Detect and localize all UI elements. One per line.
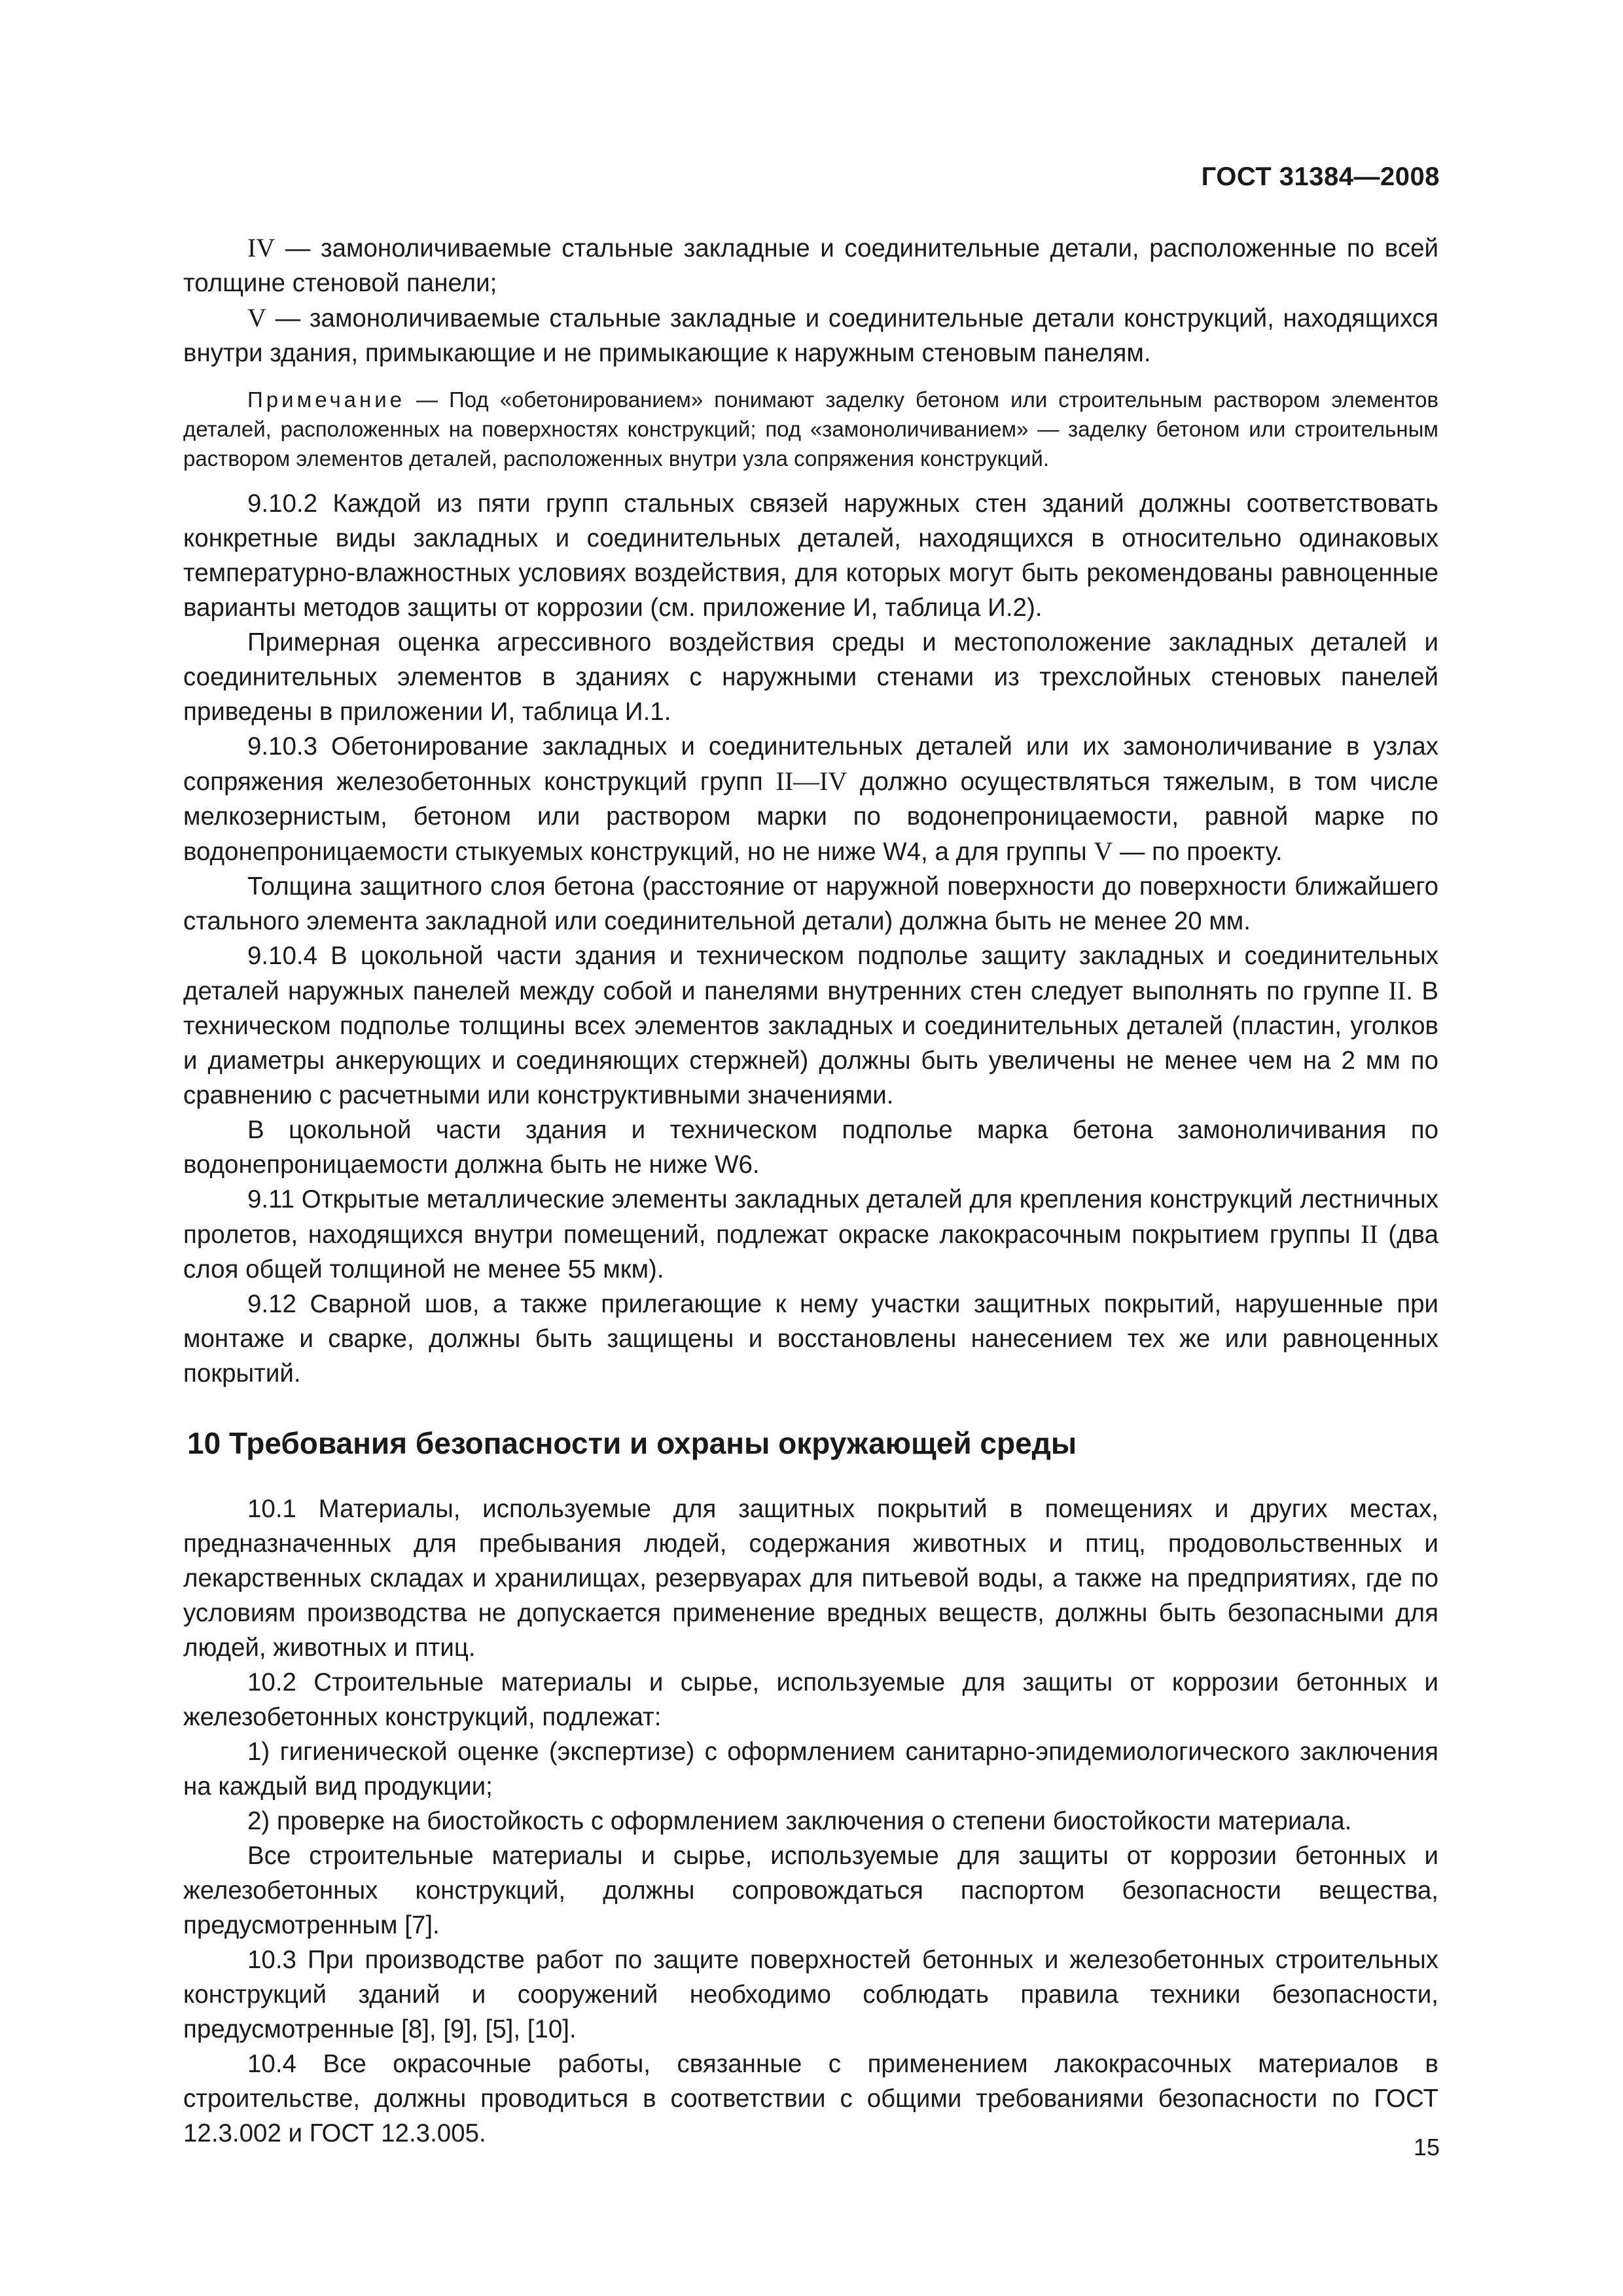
- text-run: 9.10.3 Обетонирование закладных и соединительных деталей или их замоноличивание в узлах сопряжения железобетонных конструкций групп: [183, 732, 1438, 796]
- paragraph-9-12: 9.12 Сварной шов, а также прилегающие к нему участки защитных покрытий, нарушенные при монтаже и сварке, должны быть защищены и восстановлены нанесением тех же или равноценных покрытий.: [183, 1290, 1438, 1388]
- text-run: (два слоя общей толщиной не менее 55 мкм).: [183, 1221, 1438, 1283]
- roman-numeral: II—IV: [776, 766, 847, 796]
- paragraph-10-4: 10.4 Все окрасочные работы, связанные с применением лакокрасочных материалов в строительстве, должны проводиться в соответствии с общими требованиями безопасности по ГОСТ 12.3.002 и ГОСТ 12.3.005.: [183, 2050, 1438, 2147]
- paragraph-10-1: 10.1 Материалы, используемые для защитных покрытий в помещениях и других местах, предназначенных для пребывания людей, содержания животных и птиц, продовольственных и лекарственных складах и хранилищах, резервуарах для питьевой воды, а также на предприятиях, где по условиям производства не допускается применение вредных веществ, должны быть безопасными для людей, животных и птиц.: [183, 1495, 1438, 1662]
- list-item-text: — замоноличиваемые стальные закладные и соединительные детали конструкций, находящихся внутри здания, примыкающие и не примыкающие к наружным стеновым панелям.: [183, 304, 1438, 367]
- section-heading: 10 Требования безопасности и охраны окружающей среды: [187, 1426, 1077, 1460]
- paragraph-10-3: 10.3 При производстве работ по защите поверхностей бетонных и железобетонных строительных конструкций зданий и сооружений необходимо соблюдать правила техники безопасности, предусмотренные [8], [9], [5], [10].: [183, 1946, 1438, 2043]
- document-header: ГОСТ 31384—2008: [1201, 162, 1440, 191]
- text-run: — по проекту.: [1113, 838, 1283, 866]
- note: [183, 385, 1438, 473]
- page-content: [183, 230, 1438, 2151]
- paragraph-9-11: [183, 1182, 1438, 1287]
- paragraph-9-10-4: [183, 939, 1438, 1113]
- roman-numeral: II: [1388, 976, 1406, 1005]
- list-item: 1) гигиенической оценке (экспертизе) с оформлением санитарно-эпидемиологического заключения на каждый вид продукции;: [183, 1738, 1438, 1801]
- list-item-v: [183, 300, 1438, 370]
- note-text: — Под «обетонированием» понимают заделку бетоном или строительным раствором элементов деталей, расположенных на поверхностях конструкций; под «замоноличиванием» — заделку бетоном или строительным раствором элементов деталей, расположенных внутри узла сопряжения конструкций.: [183, 387, 1438, 471]
- roman-numeral: V: [247, 303, 266, 332]
- page-number: 15: [1413, 2134, 1440, 2161]
- list-item-iv: [183, 230, 1438, 300]
- roman-numeral: IV: [247, 233, 276, 262]
- paragraph-9-10-3: [183, 729, 1438, 869]
- text-run: . В техническом подполье толщины всех элементов закладных и соединительных деталей (пластин, уголков и диаметры анкерующих и соединяющих стержней) должны быть увеличены не менее чем на 2 мм по сравнению с расчетными или конструктивными значениями.: [183, 977, 1438, 1109]
- paragraph: Толщина защитного слоя бетона (расстояние от наружной поверхности до поверхности ближайшего стального элемента закладной или соединительной детали) должна быть не менее 20 мм.: [183, 872, 1438, 935]
- list-item-text: — замоноличиваемые стальные закладные и соединительные детали, расположенные по всей толщине стеновой панели;: [183, 234, 1438, 297]
- paragraph: В цокольной части здания и техническом подполье марка бетона замоноличивания по водонепроницаемости должна быть не ниже W6.: [183, 1116, 1438, 1179]
- text-run: 9.11 Открытые металлические элементы закладных деталей для крепления конструкций лестничных пролетов, находящихся внутри помещений, подлежат окраске лакокрасочным покрытием группы: [183, 1185, 1438, 1249]
- list-item: 2) проверке на биостойкость с оформлением заключения о степени биостойкости материала.: [247, 1807, 1352, 1835]
- paragraph: Примерная оценка агрессивного воздействия среды и местоположение закладных деталей и соединительных элементов в зданиях с наружными стенами из трехслойных стеновых панелей приведены в приложении И, таблица И.1.: [183, 628, 1438, 726]
- paragraph-9-10-2: 9.10.2 Каждой из пяти групп стальных связей наружных стен зданий должны соответствовать конкретные виды закладных и соединительных деталей, находящихся в относительно одинаковых температурно-влажностных условиях воздействия, для которых могут быть рекомендованы равноценные варианты методов защиты от коррозии (см. приложение И, таблица И.2).: [183, 490, 1438, 622]
- roman-numeral: II: [1361, 1219, 1378, 1249]
- note-label: Примечание: [247, 387, 406, 412]
- paragraph-10-2: 10.2 Строительные материалы и сырье, используемые для защиты от коррозии бетонных и железобетонных конструкций, подлежат:: [183, 1668, 1438, 1731]
- paragraph: Все строительные материалы и сырье, используемые для защиты от коррозии бетонных и железобетонных конструкций, должны сопровождаться паспортом безопасности вещества, предусмотренным [7].: [183, 1842, 1438, 1939]
- text-run: 9.10.4 В цокольной части здания и техническом подполье защиту закладных и соединительных деталей наружных панелей между собой и панелями внутренних стен следует выполнять по группе: [183, 942, 1438, 1005]
- text-run: должно осуществляться тяжелым, в том числе мелкозернистым, бетоном или раствором марки по водонепроницаемости, равной марке по водонепроницаемости стыкуемых конструкций, но не ниже W4, а для группы: [183, 768, 1438, 866]
- roman-numeral: V: [1094, 836, 1113, 866]
